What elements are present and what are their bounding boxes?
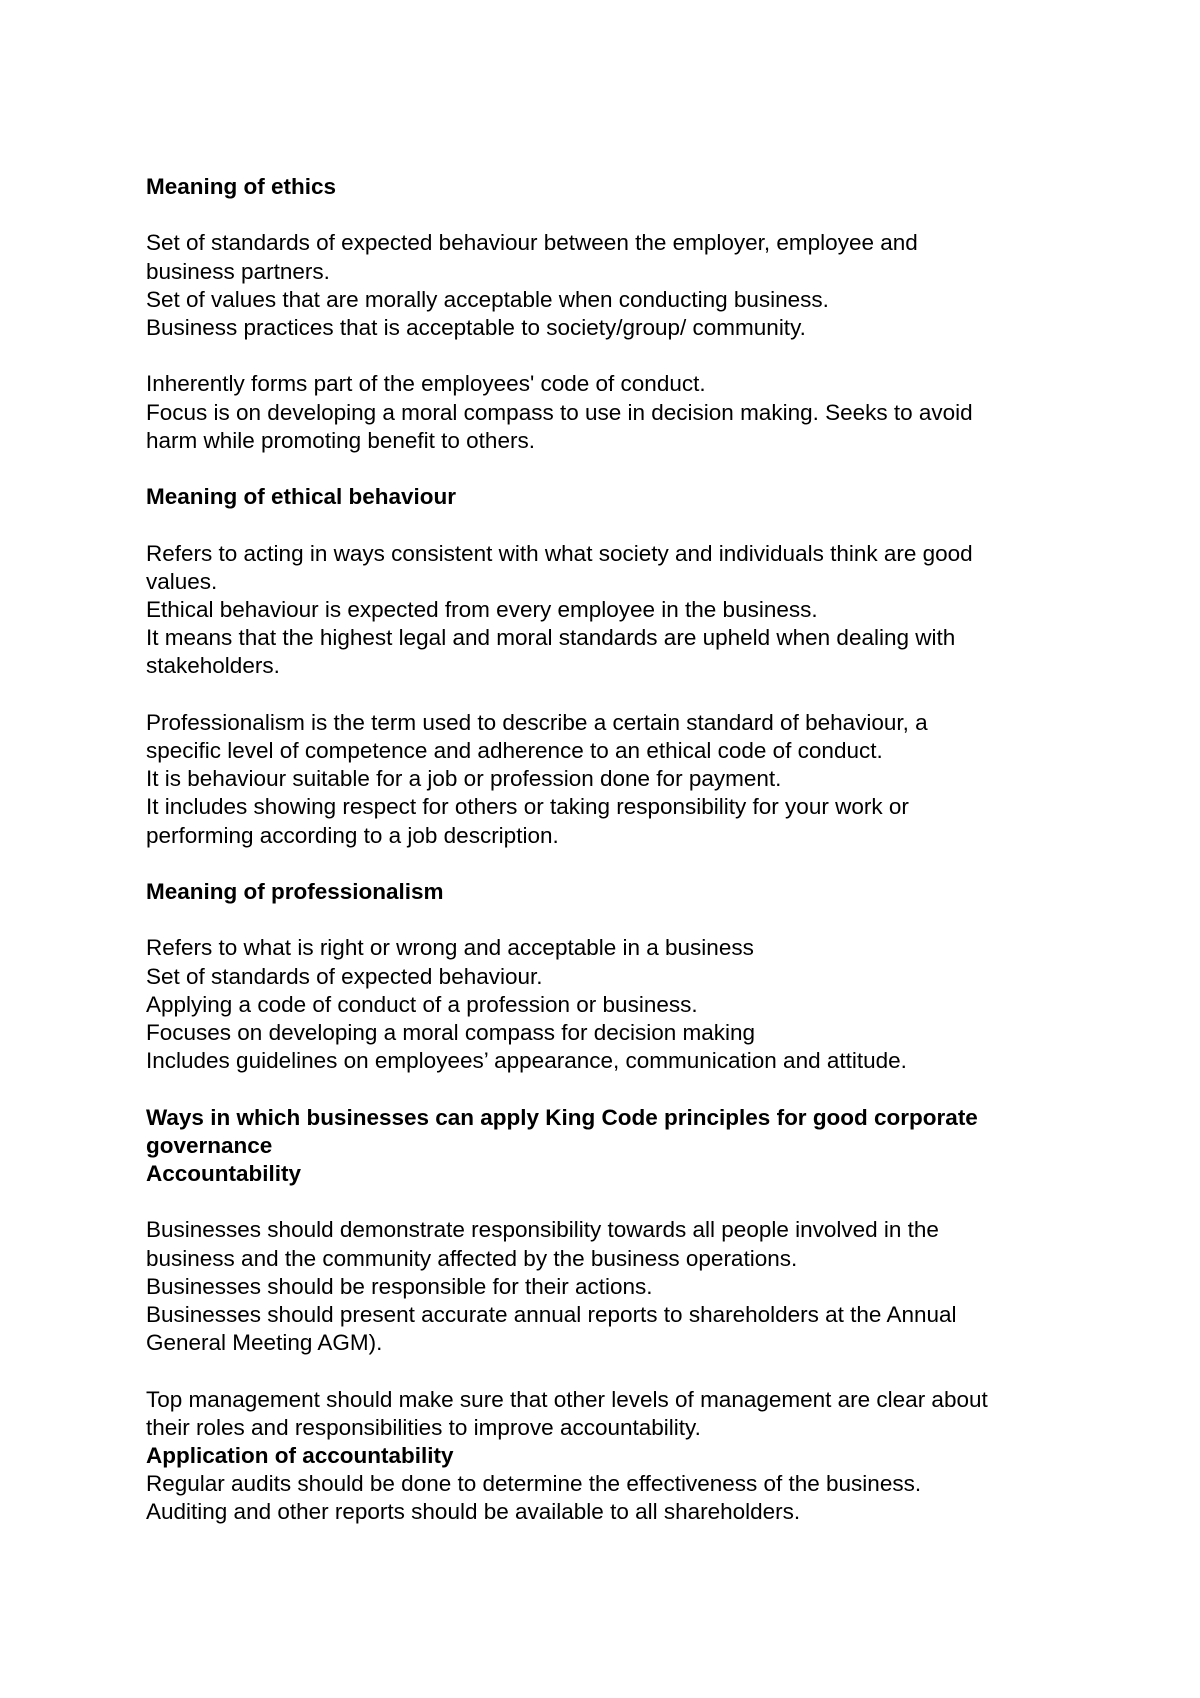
body-text-line: Businesses should present accurate annual reports to shareholders at the Annual <box>146 1301 957 1327</box>
paragraph-gap <box>146 342 1076 370</box>
paragraph-gap <box>146 1075 1076 1103</box>
body-text-line: stakeholders. <box>146 653 280 679</box>
body-text-line: Regular audits should be done to determine the effectiveness of the business. <box>146 1471 922 1497</box>
body-text-line: It includes showing respect for others or taking responsibility for your work or <box>146 794 909 820</box>
body-text-line: Top management should make sure that other levels of management are clear about <box>146 1386 988 1412</box>
paragraph-gap <box>146 1357 1076 1385</box>
body-text-line: Businesses should be responsible for their actions. <box>146 1273 653 1299</box>
body-text-line: Focus is on developing a moral compass to use in decision making. Seeks to avoid <box>146 399 973 425</box>
body-text-line: Set of values that are morally acceptable when conducting business. <box>146 286 829 312</box>
body-text-line: It is behaviour suitable for a job or profession done for payment. <box>146 766 782 792</box>
body-text-line: Businesses should demonstrate responsibility towards all people involved in the <box>146 1217 939 1243</box>
body-text-line: business and the community affected by the business operations. <box>146 1245 798 1271</box>
paragraph-gap <box>146 511 1076 539</box>
body-text-line: It means that the highest legal and moral standards are upheld when dealing with <box>146 625 956 651</box>
section-heading-line: Meaning of ethical behaviour <box>146 484 457 510</box>
body-text-line: General Meeting AGM). <box>146 1330 383 1356</box>
body-text-line: business partners. <box>146 258 330 284</box>
body-text-line: specific level of competence and adherence to an ethical code of conduct. <box>146 737 883 763</box>
body-text-line: Professionalism is the term used to describe a certain standard of behaviour, a <box>146 709 928 735</box>
body-text-line: performing according to a job description. <box>146 822 559 848</box>
body-text-line: Refers to acting in ways consistent with what society and individuals think are good <box>146 540 973 566</box>
section-heading-line: Application of accountability <box>146 1442 454 1468</box>
paragraph-gap <box>146 681 1076 709</box>
section-heading-line: Meaning of professionalism <box>146 878 444 904</box>
body-text-line: Focuses on developing a moral compass for decision making <box>146 1019 756 1045</box>
paragraph-gap <box>146 201 1076 229</box>
section-heading-line: Meaning of ethics <box>146 174 337 199</box>
body-text-line: Refers to what is right or wrong and acceptable in a business <box>146 935 754 961</box>
body-text-line: Business practices that is acceptable to society/group/ community. <box>146 315 806 340</box>
body-text-line: values. <box>146 568 218 594</box>
body-text-line: harm while promoting benefit to others. <box>146 427 535 453</box>
body-text-line: Set of standards of expected behaviour. <box>146 963 543 989</box>
section-heading-line: governance <box>146 1132 273 1158</box>
body-text-line: their roles and responsibilities to improve accountability. <box>146 1414 701 1440</box>
body-text-line: Ethical behaviour is expected from every employee in the business. <box>146 596 818 622</box>
body-text-line: Inherently forms part of the employees' code of conduct. <box>146 371 706 397</box>
body-text-line: Auditing and other reports should be available to all shareholders. <box>146 1499 801 1525</box>
section-heading-line: Accountability <box>146 1160 302 1186</box>
body-text-line: Includes guidelines on employees’ appearance, communication and attitude. <box>146 1048 907 1074</box>
section-heading-line: Ways in which businesses can apply King Code principles for good corporate <box>146 1104 978 1130</box>
body-text-line: Applying a code of conduct of a profession or business. <box>146 991 698 1017</box>
paragraph-gap <box>146 455 1076 483</box>
document-page <box>146 173 1076 1527</box>
paragraph-gap <box>146 850 1076 878</box>
body-text-line: Set of standards of expected behaviour between the employer, employee and <box>146 230 918 256</box>
paragraph-gap <box>146 1188 1076 1216</box>
paragraph-gap <box>146 906 1076 934</box>
